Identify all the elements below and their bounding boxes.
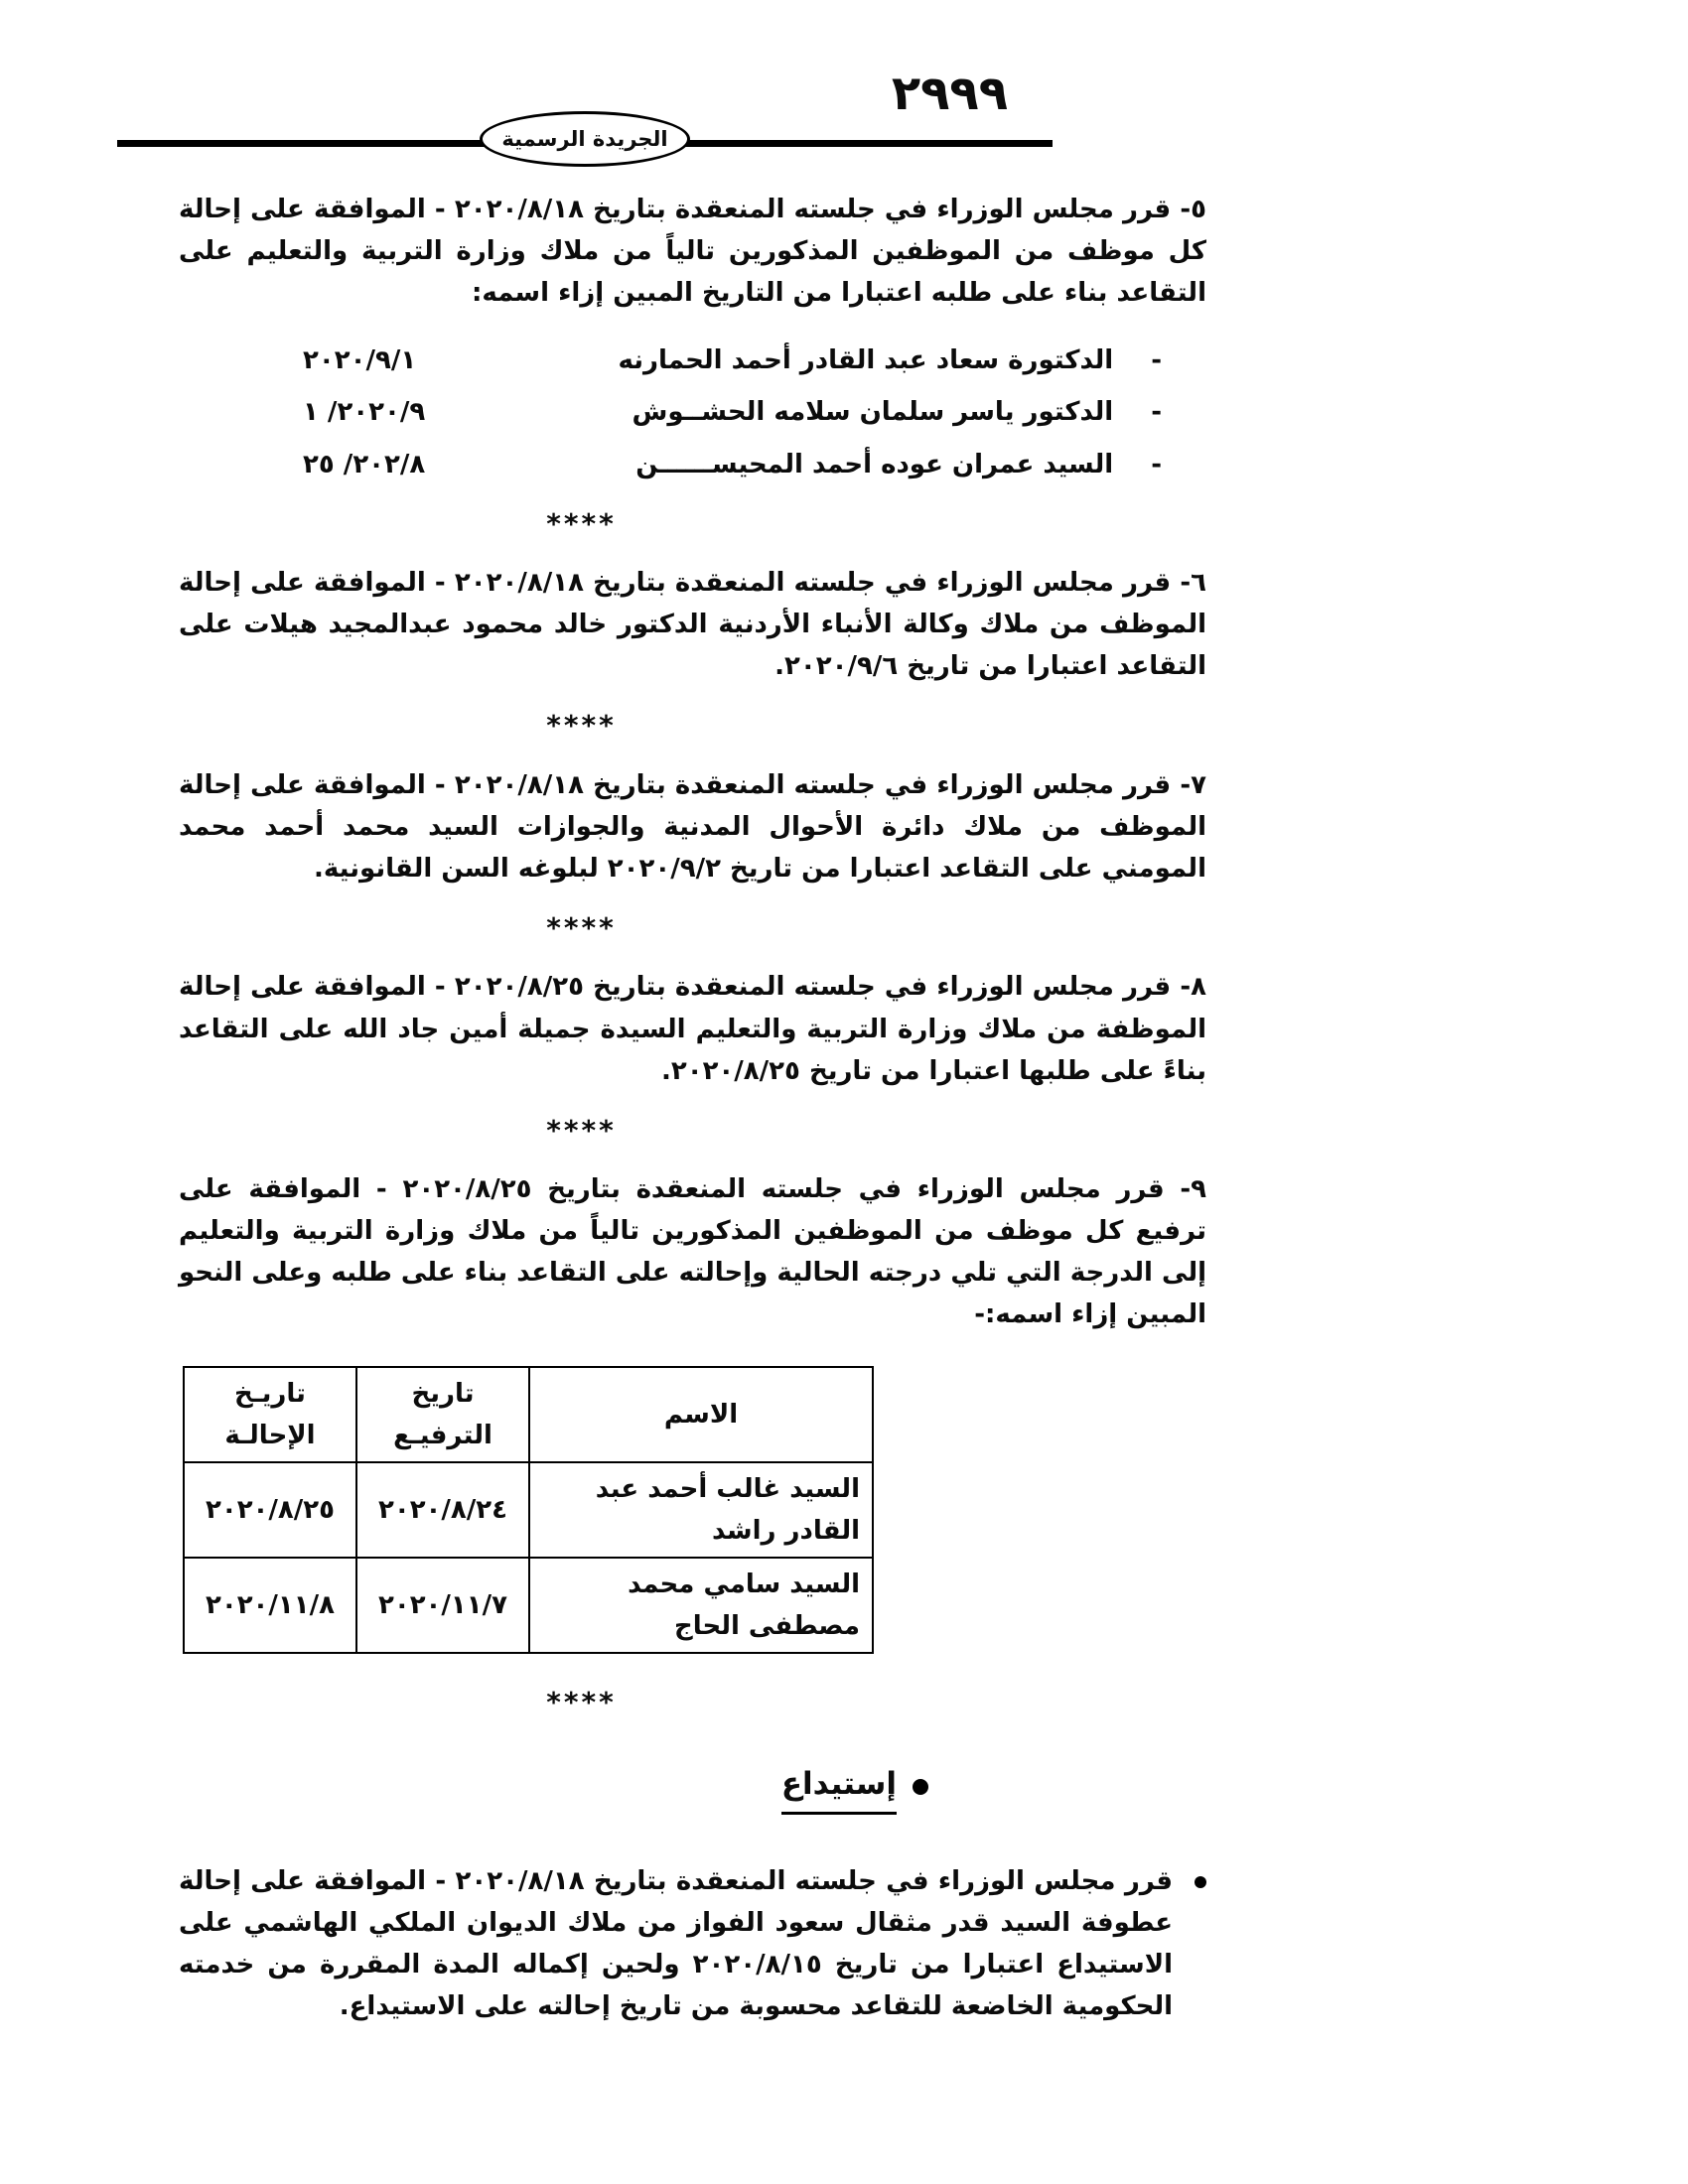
table-header-name: الاسم bbox=[529, 1367, 873, 1462]
retirement-list bbox=[303, 340, 1162, 484]
referral-date-cell: ٢٠٢٠/٨/٢٥ bbox=[184, 1462, 356, 1558]
entry-date: ٢٠٢٠/٩/ ١ bbox=[303, 397, 426, 428]
section-separator bbox=[179, 501, 1206, 546]
entry-dash: - bbox=[1151, 345, 1162, 376]
entry-dash: - bbox=[1151, 449, 1162, 479]
istida-section-heading bbox=[179, 1759, 928, 1815]
separator-stars: **** bbox=[546, 911, 617, 945]
separator-stars: **** bbox=[546, 506, 617, 540]
entry-name-group bbox=[632, 391, 1162, 433]
masthead-title: الجريدة الرسمية bbox=[501, 127, 668, 151]
name-cell: السيد غالب أحمد عبد القادر راشد bbox=[529, 1462, 873, 1558]
entry-date: ٢٠٢/٨/ ٢٥ bbox=[303, 449, 426, 479]
decision-paragraph-6: ٦- قرر مجلس الوزراء في جلسته المنعقدة بتاريخ ٢٠٢٠/٨/١٨ - الموافقة على إحالة الموظف من ملاك وكالة الأنباء الأردنية الدكتور خالد محمود عبدالمجيد هيلات على التقاعد اعتبارا من تاريخ ٢٠٢٠/٩/٦. bbox=[179, 568, 1206, 682]
section-separator bbox=[179, 905, 1206, 950]
name-cell: السيد سامي محمد مصطفى الحاج bbox=[529, 1558, 873, 1653]
table-row bbox=[184, 1558, 873, 1653]
section-separator bbox=[179, 1108, 1206, 1153]
entry-dash: - bbox=[1151, 397, 1162, 428]
referral-date-cell: ٢٠٢٠/١١/٨ bbox=[184, 1558, 356, 1653]
retirement-entry bbox=[303, 391, 1162, 433]
istida-paragraph: قرر مجلس الوزراء في جلسته المنعقدة بتاريخ ٢٠٢٠/٨/١٨ - الموافقة على إحالة عطوفة السيد قدر مثقال سعود الفواز من ملاك الديوان الملكي الهاشمي على الاستيداع اعتبارا من تاريخ ٢٠٢٠/٨/١٥ ولحين إكماله المدة المقررة من خدمته الحكومية الخاضعة للتقاعد محسوبة من تاريخ إحالته على الاستيداع. bbox=[179, 1865, 1173, 2022]
decision-paragraph-5: ٥- قرر مجلس الوزراء في جلسته المنعقدة بتاريخ ٢٠٢٠/٨/١٨ - الموافقة على إحالة كل موظف من الموظفين المذكورين تالياً من ملاك وزارة التربية والتعليم على التقاعد بناء على طلبه اعتبارا من التاريخ المبين إزاء اسمه: bbox=[179, 195, 1206, 309]
bullet-icon bbox=[1195, 1876, 1206, 1888]
istida-title: إستيداع bbox=[781, 1759, 897, 1815]
istida-decision bbox=[179, 1860, 1206, 2027]
bullet-icon bbox=[913, 1779, 928, 1795]
separator-stars: **** bbox=[546, 709, 617, 743]
entry-name-group bbox=[618, 340, 1162, 381]
table-row bbox=[184, 1462, 873, 1558]
section-separator bbox=[179, 703, 1206, 748]
page-number: ٢٩٩٩ bbox=[891, 66, 1008, 121]
entry-name-group bbox=[635, 444, 1162, 485]
table-header-referral-date: تاريـخ الإحالـة bbox=[184, 1367, 356, 1462]
retirement-entry bbox=[303, 444, 1162, 485]
entry-date: ٢٠٢٠/٩/١ bbox=[303, 345, 417, 376]
retirement-entry bbox=[303, 340, 1162, 381]
decision-paragraph-7: ٧- قرر مجلس الوزراء في جلسته المنعقدة بتاريخ ٢٠٢٠/٨/١٨ - الموافقة على إحالة الموظف من ملاك دائرة الأحوال المدنية والجوازات السيد محمد أحمد محمد المومني على التقاعد اعتبارا من تاريخ ٢٠٢٠/٩/٢ لبلوغه السن القانونية. bbox=[179, 769, 1206, 884]
promotion-table bbox=[183, 1366, 874, 1655]
entry-name: الدكتور ياسر سلمان سلامه الحشــوش bbox=[632, 397, 1114, 428]
decision-paragraph-8: ٨- قرر مجلس الوزراء في جلسته المنعقدة بتاريخ ٢٠٢٠/٨/٢٥ - الموافقة على إحالة الموظفة من ملاك وزارة التربية والتعليم السيدة جميلة أمين جاد الله على التقاعد بناءً على طلبها اعتبارا من تاريخ ٢٠٢٠/٨/٢٥. bbox=[179, 972, 1206, 1086]
separator-stars: **** bbox=[546, 1113, 617, 1147]
promotion-date-cell: ٢٠٢٠/١١/٧ bbox=[356, 1558, 529, 1653]
gazette-masthead-oval bbox=[480, 111, 690, 167]
table-header-row bbox=[184, 1367, 873, 1462]
promotion-date-cell: ٢٠٢٠/٨/٢٤ bbox=[356, 1462, 529, 1558]
table-header-promotion-date: تاريخ الترفيـع bbox=[356, 1367, 529, 1462]
decision-paragraph-9: ٩- قرر مجلس الوزراء في جلسته المنعقدة بتاريخ ٢٠٢٠/٨/٢٥ - الموافقة على ترفيع كل موظف من الموظفين المذكورين تالياً من ملاك وزارة التربية والتعليم إلى الدرجة التي تلي درجته الحالية وإحالته على التقاعد بناء على طلبه وعلى النحو المبين إزاء اسمه:- bbox=[179, 1174, 1207, 1330]
entry-name: الدكتورة سعاد عبد القادر أحمد الحمارنه bbox=[618, 345, 1114, 376]
entry-name: السيد عمران عوده أحمد المحيســــــن bbox=[635, 449, 1114, 479]
separator-stars: **** bbox=[546, 1686, 617, 1719]
section-separator bbox=[179, 1680, 1206, 1724]
page-content bbox=[179, 0, 1206, 2027]
